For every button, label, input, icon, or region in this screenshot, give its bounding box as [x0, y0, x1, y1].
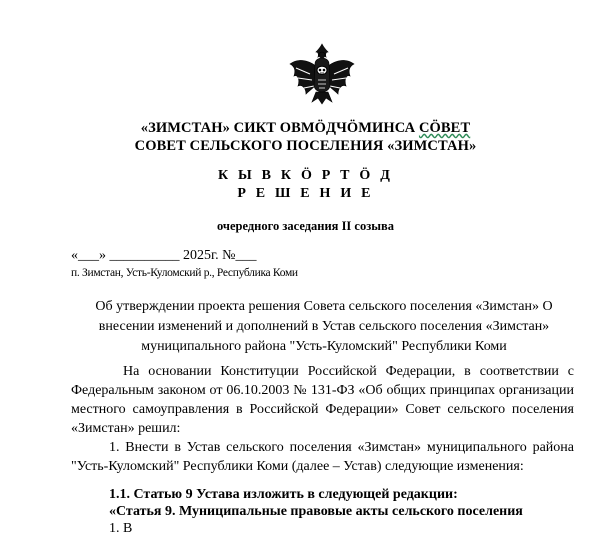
subject-block: [68, 297, 580, 357]
document-title-komi: К Ы В К Ö Р Т Ö Д: [217, 168, 394, 183]
item-1-paragraph: 1. Внести в Устав сельского поселения «Зимстан» муниципального района "Усть-Куломский" Республики Коми (далее – Устав) следующие изменения:: [71, 440, 574, 474]
subject-line-1: Об утверждении проекта решения Совета сельского поселения «Зимстан» О: [95, 299, 553, 314]
place-line: п. Зимстан, Усть-Куломский р., Республика Коми: [71, 267, 298, 279]
council-name-ru: СОВЕТ СЕЛЬСКОГО ПОСЕЛЕНИЯ «ЗИМСТАН»: [134, 138, 477, 154]
date-number-line: «___» __________ 2025г. №___: [71, 248, 257, 263]
subject-line-3: муниципального района "Усть-Куломский" Республики Коми: [141, 339, 507, 354]
article-9-heading: «Статья 9. Муниципальные правовые акты сельского поселения: [109, 504, 523, 519]
subject-line-2: внесении изменений и дополнений в Устав сельского поселения «Зимстан»: [98, 319, 550, 334]
item-1-1-heading: 1.1. Статью 9 Устава изложить в следующей редакции:: [109, 487, 458, 502]
intro-paragraph: На основании Конституции Российской Федерации, в соответствии с Федеральным законом от 06.10.2003 № 131-ФЗ «Об общих принципах организации местного самоуправления в Российской Федерации» Совет сельского поселения «Зимстан» решил:: [71, 364, 574, 436]
council-name-komi-part1: «ЗИМСТАН» СИКТ ОВМÖДЧÖМИНСА: [140, 120, 419, 136]
council-name-komi-part2: СÖВЕТ: [418, 120, 471, 136]
article-9-first-line-cut: 1. В: [109, 521, 133, 536]
session-line: очередного заседания II созыва: [216, 219, 395, 233]
council-name-komi: [0, 120, 611, 137]
coat-of-arms-emblem-icon: [286, 40, 358, 106]
document-title-ru: Р Е Ш Е Н И Е: [237, 186, 374, 201]
